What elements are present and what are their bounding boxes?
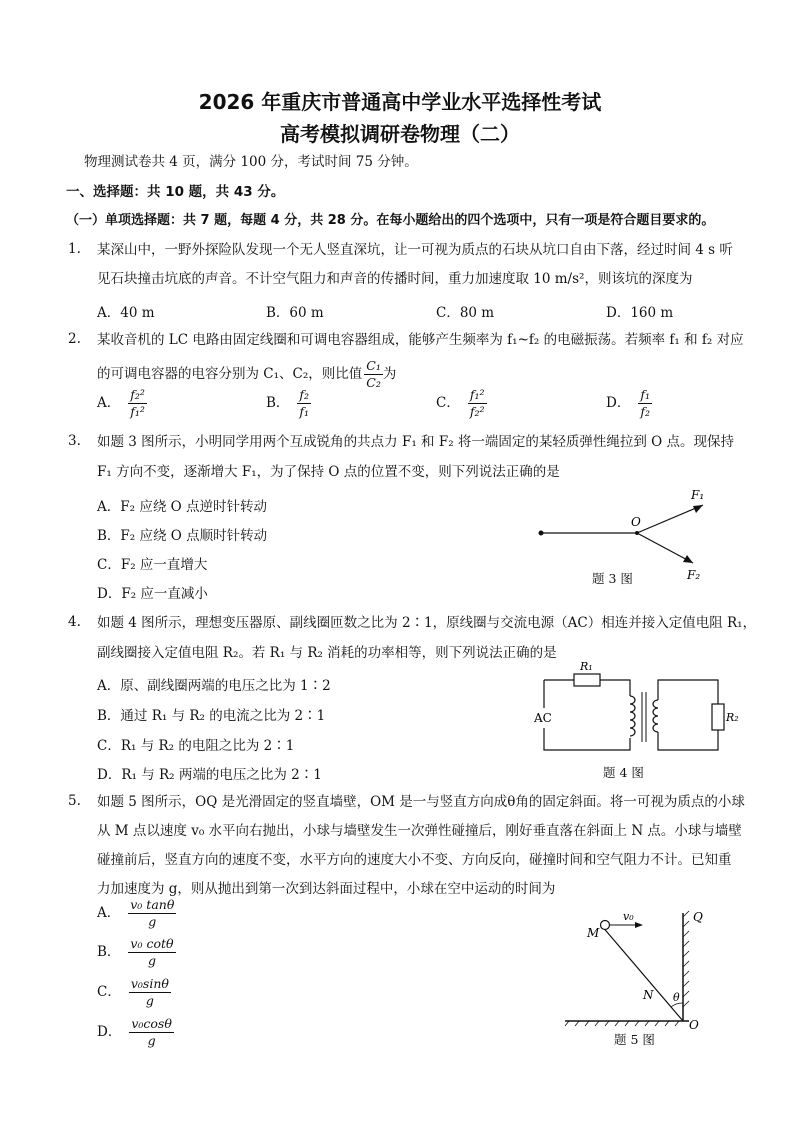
question-2-number: 2.	[68, 331, 81, 347]
incline-om	[601, 925, 683, 1021]
question-4-line2: 副线圈接入定值电阻 R₂。若 R₁ 与 R₂ 消耗的功率相等，则下列说法正确的是	[97, 645, 557, 661]
resistor-r1	[574, 674, 600, 686]
question-5-line3: 碰撞前后，竖直方向的速度不变，水平方向的速度大小不变、方向反向，碰撞时间和空气阻力不计。已知重	[97, 852, 732, 868]
question-1-option-a: A．40 m	[97, 305, 155, 321]
question-4-number: 4.	[68, 614, 81, 630]
question-5-number: 5.	[68, 793, 81, 809]
question-3-option-d: D．F₂ 应一直减小	[97, 586, 208, 602]
label-r2: R₂	[726, 711, 739, 724]
question-3-line2: F₁ 方向不变，逐渐增大 F₁，为了保持 O 点的位置不变，则下列说法正确的是	[97, 464, 560, 480]
question-3-option-b: B．F₂ 应绕 O 点顺时针转动	[97, 528, 268, 544]
label-ac: AC	[534, 711, 552, 725]
question-3-option-a: A．F₂ 应绕 O 点逆时针转动	[97, 499, 267, 515]
figure-4-caption: 题 4 图	[603, 765, 644, 780]
question-5-line2: 从 M 点以速度 v₀ 水平向右抛出，小球与墙壁发生一次弹性碰撞后，刚好垂直落在斜面上 N 点。小球与墙壁	[97, 823, 742, 839]
exam-title-line1: 2026 年重庆市普通高中学业水平选择性考试	[198, 90, 602, 114]
primary-coil	[630, 696, 635, 736]
label-o: O	[631, 515, 641, 529]
question-1-option-b: B．60 m	[266, 305, 324, 321]
label-theta: θ	[673, 991, 680, 1004]
question-1-line1: 某深山中，一野外探险队发现一个无人竖直深坑，让一可视为质点的石块从坑口自由下落，经过时间 4 s 听	[97, 242, 733, 258]
figure-3-caption: 题 3 图	[592, 571, 633, 586]
question-2-option-b: B． $\frac{\text{f₂}}{\text{f₁}}$	[266, 387, 310, 419]
resistor-r2	[712, 704, 724, 730]
velocity-arrowhead	[635, 922, 643, 928]
question-4-option-c: C．R₁ 与 R₂ 的电阻之比为 2∶1	[97, 738, 295, 754]
question-1-line2: 见石块撞击坑底的声音。不计空气阻力和声音的传播时间，重力加速度取 10 m/s²，则该坑的深度为	[97, 271, 693, 287]
question-4-option-d: D．R₁ 与 R₂ 两端的电压之比为 2∶1	[97, 767, 322, 783]
secondary-loop-wire	[658, 680, 718, 750]
force-f1-arrowhead	[693, 505, 703, 513]
label-r1: R₁	[580, 660, 593, 673]
question-5-option-d: D． $\frac{\text{v₀cosθ}}{g}$	[97, 1016, 172, 1048]
wall-hatching	[683, 911, 689, 1007]
question-5-line1: 如题 5 图所示，OQ 是光滑固定的竖直墙壁，OM 是一与竖直方向成θ角的固定斜面。将一可视为质点的小球	[97, 794, 745, 810]
fixed-end-dot	[539, 531, 544, 536]
figure-5-diagram	[565, 905, 715, 1030]
ratio-denominator: C₂	[366, 375, 381, 390]
question-2-option-c: C． $\frac{\text{f₁²}}{\text{f₂²}}$	[436, 387, 485, 419]
label-f2: F₂	[687, 568, 701, 582]
question-4-option-a: A．原、副线圈两端的电压之比为 1∶2	[97, 678, 331, 694]
question-3-number: 3.	[68, 433, 81, 449]
question-3-line1: 如题 3 图所示，小明同学用两个互成锐角的共点力 F₁ 和 F₂ 将一端固定的某轻质弹性绳拉到 O 点。现保持	[97, 434, 735, 450]
exam-title-line2: 高考模拟调研卷物理（二）	[280, 122, 520, 146]
label-o: O	[689, 1018, 699, 1032]
question-3-option-c: C．F₂ 应一直增大	[97, 557, 208, 573]
question-4-option-b: B．通过 R₁ 与 R₂ 的电流之比为 2∶1	[97, 708, 326, 724]
question-1-number: 1.	[68, 241, 81, 257]
figure-5-caption: 题 5 图	[614, 1032, 655, 1047]
question-5-option-b: B． $\frac{\text{v₀ cotθ}}{g}$	[97, 936, 174, 968]
ball	[601, 921, 610, 930]
figure-4-circuit	[530, 658, 739, 758]
section-subheading: （一）单项选择题：共 7 题，每题 4 分，共 28 分。在每小题给出的四个选项中，只有一项是符合题目要求的。	[66, 213, 715, 228]
question-2-line1: 某收音机的 LC 电路由固定线圈和可调电容器组成，能够产生频率为 f₁~f₂ 的电磁振荡。若频率 f₁ 和 f₂ 对应	[97, 332, 744, 348]
section-heading: 一、选择题：共 10 题，共 43 分。	[66, 184, 285, 200]
ratio-numerator: C₁	[366, 358, 381, 373]
question-2-line2: 的可调电容器的电容分别为 C₁、C₂，则比值 $\frac{\text{C₁}}{\text{C₂}}$ 为	[97, 358, 397, 390]
question-5-option-a: A． $\frac{\text{v₀ tanθ}}{g}$	[97, 897, 175, 929]
question-1-option-c: C．80 m	[436, 305, 495, 321]
label-m: M	[587, 926, 600, 940]
question-4-line1: 如题 4 图所示，理想变压器原、副线圈匝数之比为 2∶1，原线圈与交流电源（AC）相连并接入定值电阻 R₁，	[97, 615, 757, 631]
label-q: Q	[693, 910, 703, 924]
question-2-option-d: D． $\frac{\text{f₁}}{\text{f₂}}$	[606, 387, 650, 419]
question-1-option-d: D．160 m	[606, 305, 674, 321]
secondary-coil	[653, 700, 658, 732]
label-f1: F₁	[691, 488, 705, 502]
question-2-option-a: A． $\frac{\text{f₂²}}{\text{f₁²}}$	[97, 387, 145, 419]
force-f2-arrow	[637, 533, 693, 563]
force-f1-arrow	[637, 505, 703, 533]
question-5-option-c: C． $\frac{\text{v₀sinθ}}{g}$	[97, 976, 169, 1008]
question-5-line4: 力加速度为 g，则从抛出到第一次到达斜面过程中，小球在空中运动的时间为	[97, 881, 556, 897]
label-v0: v₀	[623, 910, 634, 923]
label-n: N	[643, 988, 654, 1002]
primary-loop-wire	[544, 680, 630, 750]
exam-intro: 物理测试卷共 4 页，满分 100 分，考试时间 75 分钟。	[84, 154, 418, 170]
